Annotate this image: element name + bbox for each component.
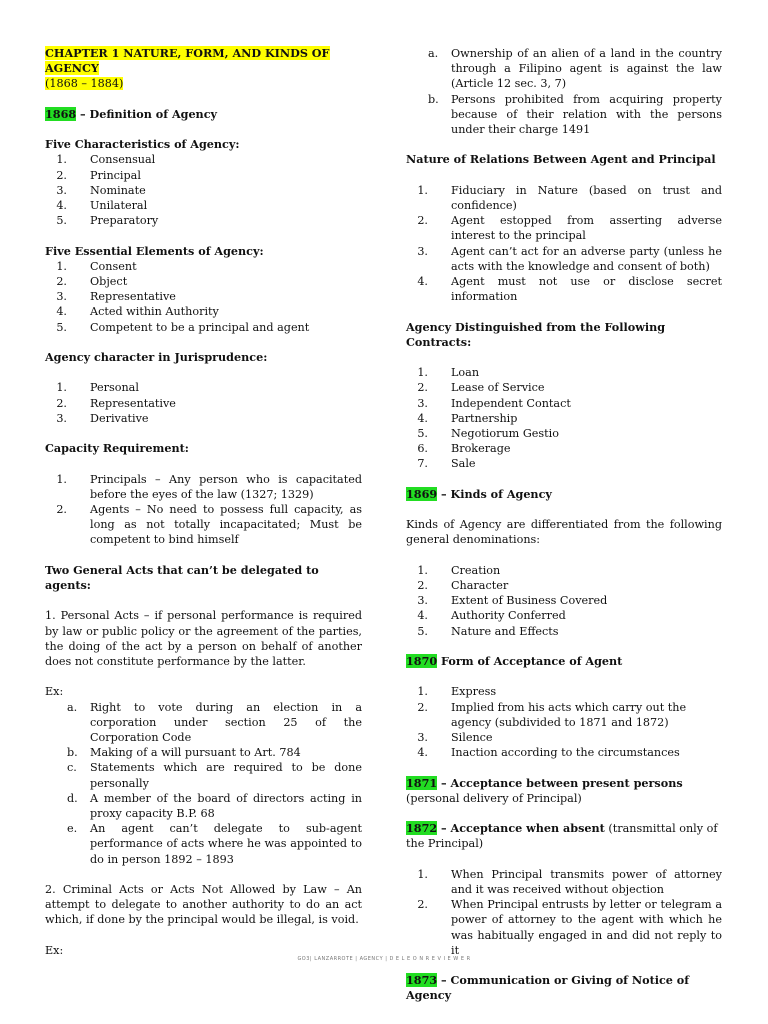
list-item: 3. Independent Contact: [417, 396, 571, 410]
list-item: 3. Silence: [417, 731, 493, 744]
list-item: 2. Agent estopped from asserting adverse interest to the principal: [417, 214, 722, 243]
list-item: 4. Acted within Authority: [56, 305, 219, 319]
five-characteristics-list: [45, 152, 362, 228]
kinds-list: [406, 563, 722, 639]
list-item: 3. Nominate: [56, 183, 146, 197]
list-item: 2. When Principal entrusts by letter or telegram a power of attorney to the agent with which he was habitually engaged in and did not reply to it: [417, 898, 722, 957]
list-item: 1. Fiduciary in Nature (based on trust and confidence): [417, 183, 722, 212]
capacity-list: [45, 472, 362, 548]
list-item: 2. Implied from his acts which carry out the agency (subdivided to 1871 and 1872): [417, 700, 687, 729]
nature-relations-list: [406, 183, 722, 305]
list-item: 4. Agent must not use or disclose secret information: [417, 275, 722, 304]
distinguished-list: [406, 365, 722, 471]
five-elements-list: [45, 259, 362, 335]
jurisprudence-list: [45, 380, 362, 426]
list-item: 2. Agents – No need to possess full capacity, as long as not totally incapacitated; Must be competent to bind himself: [56, 502, 362, 547]
list-item: e. An agent can’t delegate to sub-agent performance of acts where he was appointed to do in person 1892 – 1893: [67, 822, 362, 866]
list-item: a. Right to vote during an election in a corporation under section 25 of the Corporation Code: [67, 700, 362, 744]
form-acceptance-heading: 1870 Form of Acceptance of Agent: [406, 654, 623, 668]
section-1873-heading: 1873 – Communication or Giving of Notice of Agency: [406, 973, 690, 1003]
list-item: 1. When Principal transmits power of attorney and it was received without objection: [417, 867, 722, 896]
list-item: b. Making of a will pursuant to Art. 784: [67, 746, 301, 760]
list-item: 3. Extent of Business Covered: [417, 594, 608, 608]
list-item: 1. Personal: [56, 381, 139, 395]
chapter-years: (1868 – 1884): [45, 77, 124, 91]
definition-heading: 1868 – Definition of Agency: [45, 106, 218, 121]
personal-examples-list: [45, 700, 362, 867]
left-column: [45, 46, 362, 973]
form-acceptance-list: [406, 684, 722, 760]
jurisprudence-heading: Agency character in Jurisprudence:: [45, 350, 268, 364]
list-item: 1. Express: [417, 685, 497, 699]
list-item: 1. Principals – Any person who is capacitated before the eyes of the law (1327; 1329): [56, 472, 362, 501]
list-item: 1. Consensual: [56, 153, 156, 167]
list-item: 3. Derivative: [56, 411, 149, 425]
list-item: 4. Unilateral: [56, 199, 148, 212]
list-item: 2. Representative: [56, 396, 176, 410]
five-characteristics-heading: Five Characteristics of Agency:: [45, 137, 240, 152]
kinds-heading: 1869 – Kinds of Agency: [406, 486, 552, 501]
section-1872-list: [406, 867, 722, 958]
two-acts-heading: Two General Acts that can’t be delegated to agents:: [45, 562, 319, 592]
ex-label: Ex:: [45, 685, 64, 699]
list-item: a. Ownership of an alien of a land in the country through a Filipino agent is against the law (Article 12 sec. 3, 7): [428, 47, 722, 91]
section-1872: 1872 – Acceptance when absent (transmittal only of the Principal): [406, 821, 718, 851]
list-item: 4. Inaction according to the circumstances: [417, 746, 680, 760]
list-item: c. Statements which are required to be done personally: [67, 761, 362, 790]
five-elements-heading: Five Essential Elements of Agency:: [45, 243, 264, 258]
list-item: 2. Object: [56, 275, 128, 288]
section-1871: 1871 – Acceptance between present persons (personal delivery of Principal): [406, 775, 683, 805]
continued-examples-list: [406, 46, 722, 137]
list-item: 1. Loan: [417, 366, 480, 380]
list-item: 5. Negotiorum Gestio: [417, 427, 559, 441]
list-item: 2. Character: [417, 579, 509, 592]
nature-relations-heading: Nature of Relations Between Agent and Principal: [406, 152, 716, 167]
list-item: 4. Authority Conferred: [417, 609, 566, 623]
list-item: 5. Preparatory: [56, 214, 159, 228]
distinguished-heading: Agency Distinguished from the Following Contracts:: [406, 319, 666, 349]
criminal-acts-paragraph: 2. Criminal Acts or Acts Not Allowed by Law – An attempt to delegate to another authority to do an act which, if done by the principal would be illegal, is void.: [45, 883, 362, 927]
list-item: 6. Brokerage: [417, 442, 511, 456]
kinds-paragraph: Kinds of Agency are differentiated from the following general denominations:: [406, 518, 722, 547]
capacity-heading: Capacity Requirement:: [45, 441, 189, 456]
list-item: 5. Competent to be a principal and agent: [56, 320, 310, 334]
page-footer: GO3| LANZARROTE | AGENCY | D E L E O N R E V I E W E R: [297, 956, 471, 962]
list-item: 4. Partnership: [417, 411, 518, 425]
right-column: [406, 46, 722, 1019]
chapter-title: CHAPTER 1 NATURE, FORM, AND KINDS OF AGENCY: [45, 46, 330, 76]
list-item: d. A member of the board of directors acting in proxy capacity B.P. 68: [67, 791, 362, 820]
list-item: 2. Lease of Service: [417, 381, 545, 395]
ex-label-2: Ex:: [45, 943, 64, 957]
list-item: 1. Creation: [417, 563, 501, 577]
list-item: 1. Consent: [56, 259, 137, 273]
list-item: 7. Sale: [417, 457, 476, 471]
list-item: b. Persons prohibited from acquiring property because of their relation with the persons under their charge 1491: [428, 92, 722, 137]
list-item: 5. Nature and Effects: [417, 624, 559, 638]
list-item: 3. Representative: [56, 290, 176, 304]
list-item: 2. Principal: [56, 168, 141, 182]
list-item: 3. Agent can’t act for an adverse party (unless he acts with the knowledge and consent of both): [417, 244, 722, 273]
personal-acts-paragraph: 1. Personal Acts – if personal performance is required by law or public policy or the agreement of the parties, the doing of the act by a person on behalf of another does not constitute performance by the latter.: [45, 609, 362, 668]
